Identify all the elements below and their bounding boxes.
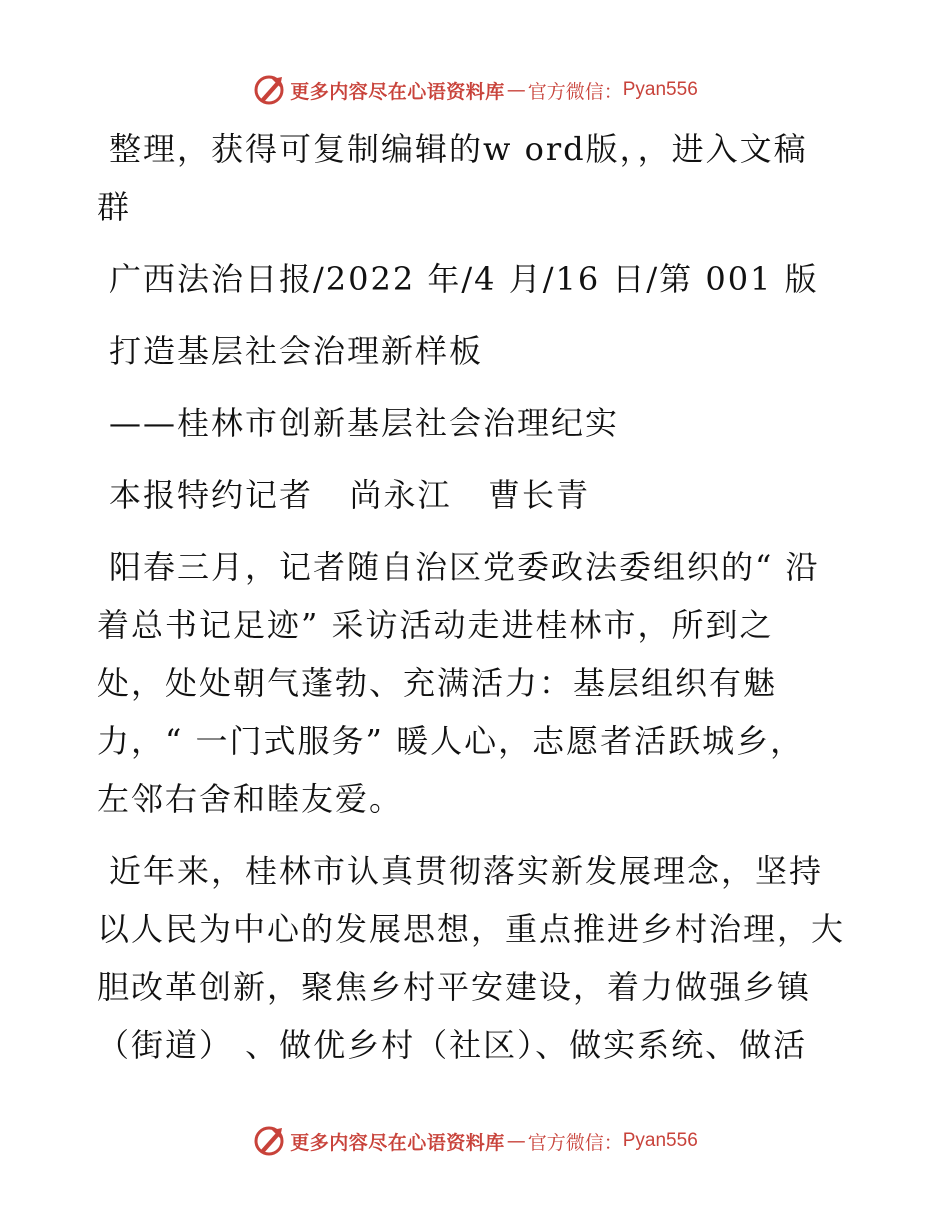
article-byline: 本报特约记者 尚永江 曹长青 [109,476,591,514]
watermark-wechat-label: 官方微信： [527,1131,623,1154]
watermark-wechat-id: Pyan556 [622,79,698,100]
watermark-separator: — [506,1130,526,1152]
intro-line: 群 [97,188,132,226]
watermark-site-text: 更多内容尽在心语资料库 [290,80,505,103]
body-paragraph-2 [97,842,857,1074]
paragraph-line: 着总书记足迹” 采访活动走进桂林市，所到之 [97,606,774,644]
article-title: 打造基层社会治理新样板 [109,332,484,370]
watermark-site-text: 更多内容尽在心语资料库 [290,1131,505,1154]
watermark-separator: — [506,79,526,101]
watermark-wechat-id: Pyan556 [622,1130,698,1151]
article-subtitle: ——桂林市创新基层社会治理纪实 [109,404,620,442]
watermark-banner-top [0,70,950,110]
document-body [97,120,857,1088]
paragraph-line: 处，处处朝气蓬勃、充满活力：基层组织有魅 [97,664,778,702]
paragraph-line: 近年来，桂林市认真贯彻落实新发展理念，坚持 [109,852,824,890]
paragraph-line: 阳春三月，记者随自治区党委政法委组织的“ 沿 [109,548,820,586]
paragraph-line: 力，“ 一门式服务” 暖人心，志愿者活跃城乡， [97,722,805,760]
source-line: 广西法治日报/2022 年/4 月/16 日/第 001 版 [109,260,819,298]
body-paragraph-1 [97,538,857,828]
paragraph-line: 以人民为中心的发展思想，重点推进乡村治理，大 [97,910,846,948]
quill-logo-icon [252,73,286,107]
paragraph-line: 左邻右舍和睦友爱。 [97,780,404,818]
quill-logo-icon [252,1124,286,1158]
intro-line: 整理，获得可复制编辑的w ord版，，进入文稿 [109,130,808,168]
intro-paragraph [97,120,857,236]
paragraph-line: （街道） 、做优乡村（社区）、做实系统、做活 [97,1026,808,1064]
watermark-banner-bottom [0,1121,950,1161]
paragraph-line: 胆改革创新，聚焦乡村平安建设，着力做强乡镇 [97,968,812,1006]
watermark-wechat-label: 官方微信： [527,80,623,103]
